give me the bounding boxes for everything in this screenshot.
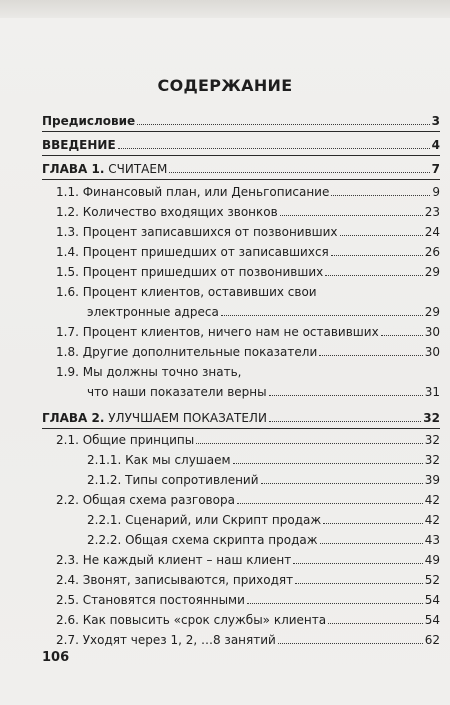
dot-leader <box>320 543 423 544</box>
toc-entry-2-2-1[interactable] <box>87 507 440 527</box>
chapter-title: СЧИТАЕМ <box>104 162 168 176</box>
toc-entry-text: 1.2. Количество входящих звонков <box>56 205 278 219</box>
toc-entry-page: 42 <box>424 493 440 507</box>
toc-entry-page: 62 <box>424 633 440 647</box>
dot-leader <box>293 563 422 564</box>
toc-entry-1-9-continued[interactable] <box>87 379 440 399</box>
toc-entry-1-4[interactable] <box>56 239 440 259</box>
dot-leader <box>137 124 429 125</box>
toc-entry-page: 29 <box>424 265 440 279</box>
toc-entry-page: 42 <box>424 513 440 527</box>
toc-entry-page: 29 <box>424 305 440 319</box>
toc-entry-2-2[interactable] <box>56 487 440 507</box>
divider <box>42 428 440 429</box>
toc-entry-text <box>42 411 267 425</box>
toc-entry-text: 2.2.2. Общая схема скрипта продаж <box>87 533 318 547</box>
toc-entry-text: что наши показатели верны <box>87 385 267 399</box>
toc-entry-text: 2.2.1. Сценарий, или Скрипт продаж <box>87 513 322 527</box>
chapter-title: УЛУЧШАЕМ ПОКАЗАТЕЛИ <box>104 411 267 425</box>
dot-leader <box>118 148 430 149</box>
toc-entry-page: 49 <box>424 553 440 567</box>
toc-entry-2-7[interactable] <box>56 627 440 647</box>
page-top-edge <box>0 0 450 18</box>
toc-entry-page: 24 <box>424 225 440 239</box>
toc-entry-text: 2.5. Становятся постоянными <box>56 593 245 607</box>
dot-leader <box>269 395 423 396</box>
dot-leader <box>295 583 423 584</box>
toc-entry-page: 32 <box>423 411 440 425</box>
dot-leader <box>328 623 423 624</box>
toc-entry-page: 4 <box>431 138 440 152</box>
toc-entry-text: 2.7. Уходят через 1, 2, …8 занятий <box>56 633 276 647</box>
toc-entry-1-2[interactable] <box>56 199 440 219</box>
toc-entry-page: 54 <box>424 613 440 627</box>
toc-entry-page: 32 <box>424 433 440 447</box>
toc-entry-text: 2.3. Не каждый клиент – наш клиент <box>56 553 292 567</box>
toc-entry-preface[interactable] <box>42 108 440 128</box>
chapter-number: ГЛАВА 1. <box>42 162 105 176</box>
toc-entry-introduction[interactable] <box>42 132 440 152</box>
toc-entry-text: 1.6. Процент клиентов, оставивших свои <box>56 285 317 299</box>
dot-leader <box>340 235 423 236</box>
toc-entry-text: 2.2. Общая схема разговора <box>56 493 235 507</box>
dot-leader <box>237 503 423 504</box>
toc-entry-page: 30 <box>424 325 440 339</box>
dot-leader <box>278 643 423 644</box>
toc-entry-page: 32 <box>424 453 440 467</box>
dot-leader <box>269 421 421 422</box>
toc-entry-text <box>42 162 167 176</box>
toc-entry-text: Предисловие <box>42 114 136 128</box>
toc-entry-page: 31 <box>424 385 440 399</box>
toc-entry-page: 23 <box>424 205 440 219</box>
toc-entry-1-6-continued[interactable] <box>87 299 440 319</box>
toc-entry-text: 2.1.2. Типы сопротивлений <box>87 473 259 487</box>
divider <box>42 131 440 132</box>
toc-entry-1-7[interactable] <box>56 319 440 339</box>
dot-leader <box>169 172 429 173</box>
toc-entry-chapter-1[interactable] <box>42 156 440 176</box>
toc-entry-chapter-2[interactable] <box>42 405 440 425</box>
toc-title: СОДЕРЖАНИЕ <box>157 76 293 95</box>
toc-entry-text: 1.7. Процент клиентов, ничего нам не оставивших <box>56 325 379 339</box>
toc-entry-page: 52 <box>424 573 440 587</box>
dot-leader <box>381 335 423 336</box>
toc-entry-2-1[interactable] <box>56 427 440 447</box>
toc-entry-page: 7 <box>431 162 440 176</box>
toc-entry-text: 2.6. Как повысить «срок службы» клиента <box>56 613 327 627</box>
toc-entry-1-5[interactable] <box>56 259 440 279</box>
toc-entry-2-4[interactable] <box>56 567 440 587</box>
toc-entry-text: 2.4. Звонят, записываются, приходят <box>56 573 294 587</box>
toc-entry-page: 9 <box>432 185 440 199</box>
divider <box>42 179 440 180</box>
toc-entry-page: 54 <box>424 593 440 607</box>
toc-entry-2-2-2[interactable] <box>87 527 440 547</box>
dot-leader <box>319 355 422 356</box>
toc-entry-2-5[interactable] <box>56 587 440 607</box>
dot-leader <box>196 443 422 444</box>
dot-leader <box>280 215 423 216</box>
toc-entry-1-6[interactable] <box>56 279 440 299</box>
toc-entry-1-1[interactable] <box>56 179 440 199</box>
chapter-number: ГЛАВА 2. <box>42 411 105 425</box>
dot-leader <box>261 483 423 484</box>
dot-leader <box>233 463 423 464</box>
toc-entry-2-1-2[interactable] <box>87 467 440 487</box>
toc-entry-page: 39 <box>424 473 440 487</box>
toc-entry-text: 1.3. Процент записавшихся от позвонивших <box>56 225 338 239</box>
toc-entry-2-3[interactable] <box>56 547 440 567</box>
toc-entry-text: 1.1. Финансовый план, или Деньгописание <box>56 185 330 199</box>
toc-entry-text: 1.9. Мы должны точно знать, <box>56 365 242 379</box>
toc-entry-text: 2.1. Общие принципы <box>56 433 195 447</box>
toc-entry-1-3[interactable] <box>56 219 440 239</box>
divider <box>42 155 440 156</box>
toc-entry-page: 30 <box>424 345 440 359</box>
toc-entry-2-6[interactable] <box>56 607 440 627</box>
dot-leader <box>247 603 423 604</box>
dot-leader <box>221 315 423 316</box>
toc-entry-2-1-1[interactable] <box>87 447 440 467</box>
dot-leader <box>331 195 430 196</box>
toc-entry-page: 43 <box>424 533 440 547</box>
toc-entry-text: электронные адреса <box>87 305 219 319</box>
toc-entry-text: ВВЕДЕНИЕ <box>42 138 116 152</box>
dot-leader <box>331 255 423 256</box>
toc-entry-text: 2.1.1. Как мы слушаем <box>87 453 231 467</box>
toc-entry-text: 1.4. Процент пришедших от записавшихся <box>56 245 329 259</box>
toc-entry-1-9[interactable] <box>56 359 440 379</box>
toc-entry-text: 1.8. Другие дополнительные показатели <box>56 345 318 359</box>
dot-leader <box>323 523 423 524</box>
toc-entry-page: 26 <box>424 245 440 259</box>
page-number: 106 <box>42 650 70 665</box>
dot-leader <box>325 275 422 276</box>
toc-entry-page: 3 <box>431 114 440 128</box>
toc-entry-1-8[interactable] <box>56 339 440 359</box>
toc-entry-text: 1.5. Процент пришедших от позвонивших <box>56 265 324 279</box>
